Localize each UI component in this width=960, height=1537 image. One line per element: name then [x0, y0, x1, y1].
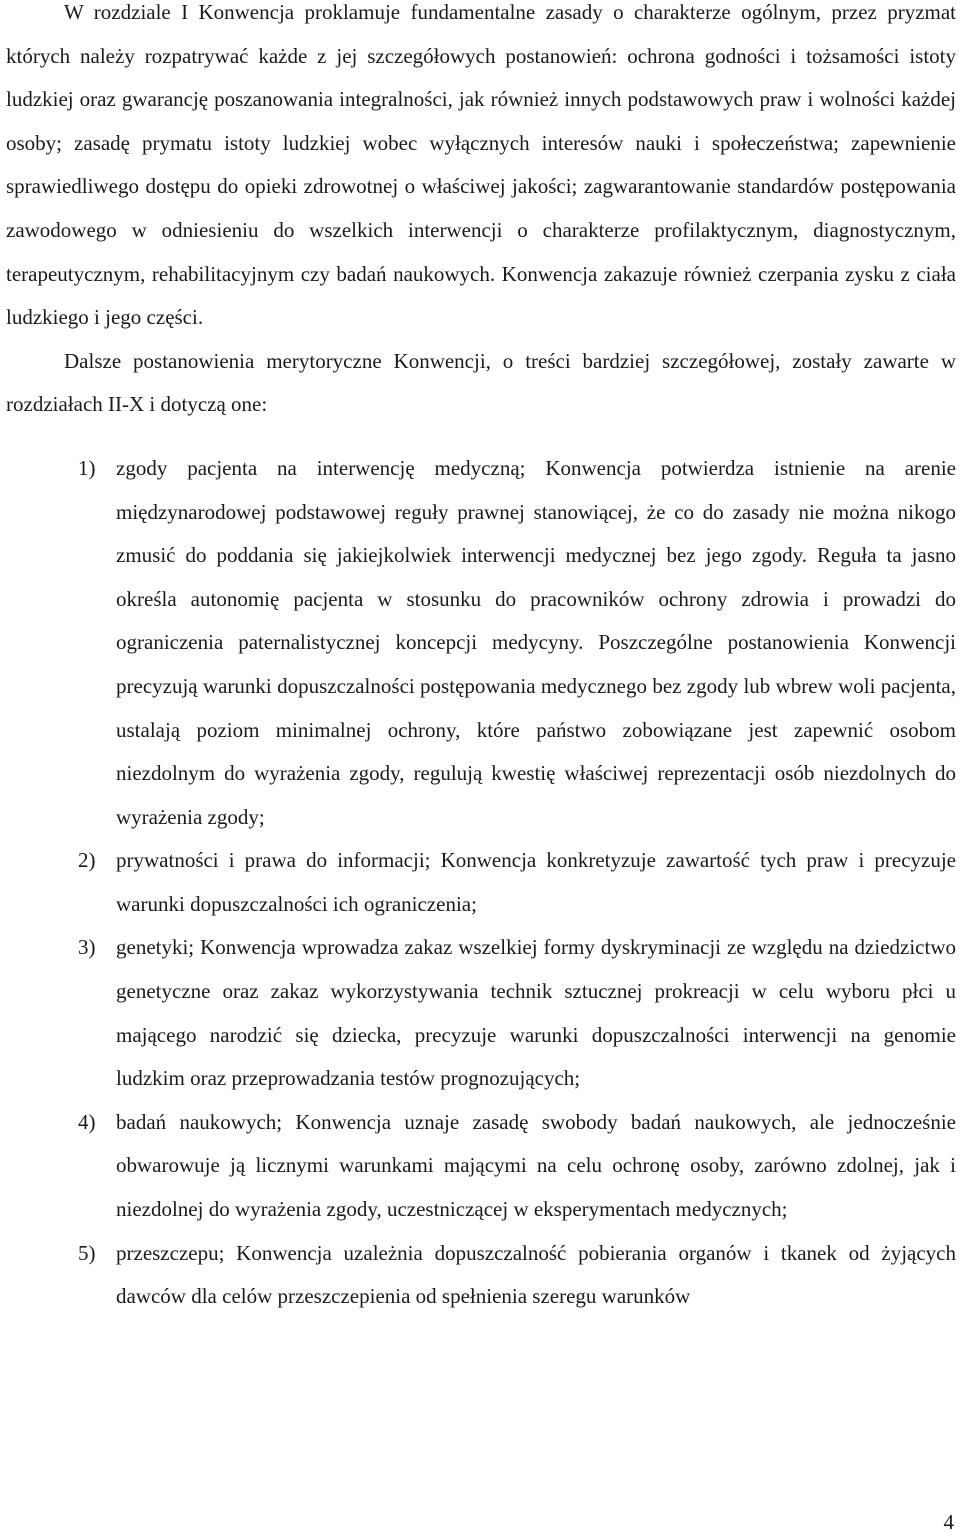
provisions-list — [6, 447, 956, 1319]
list-item-text: badań naukowych; Konwencja uznaje zasadę swobody badań naukowych, ale jednocześnie obwarowuje ją licznymi warunkami mającymi na celu ochronę osoby, zarówno zdolnej, jak i niezdolnej do wyrażenia zgody, uczestniczącej w eksperymentach medycznych; — [116, 1109, 956, 1222]
list-item-number: 5) — [78, 1240, 96, 1265]
list-item — [6, 1101, 956, 1232]
list-item-number: 4) — [78, 1109, 96, 1134]
list-item-text: genetyki; Konwencja wprowadza zakaz wszelkiej formy dyskryminacji ze względu na dziedzictwo genetyczne oraz zakaz wykorzystywania technik sztucznej prokreacji w celu wyboru płci u mającego narodzić się dziecka, precyzuje warunki dopuszczalności interwencji na genomie ludzkim oraz przeprowadzania testów prognozujących; — [116, 935, 956, 1091]
page-number: 4 — [943, 1510, 954, 1534]
list-item-number: 1) — [78, 455, 96, 480]
paragraph-chapter-one: W rozdziale I Konwencja proklamuje fundamentalne zasady o charakterze ogólnym, przez pryzmat których należy rozpatrywać każde z jej szczegółowych postanowień: ochrona godności i tożsamości istoty ludzkiej oraz gwarancję poszanowania integralności, jak również innych podstawowych praw i wolności każdej osoby; zasadę prymatu istoty ludzkiej wobec wyłącznych interesów nauki i społeczeństwa; zapewnienie sprawiedliwego dostępu do opieki zdrowotnej o właściwej jakości; zagwarantowanie standardów postępowania zawodowego w odniesieniu do wszelkich interwencji o charakterze profilaktycznym, diagnostycznym, terapeutycznym, rehabilitacyjnym czy badań naukowych. Konwencja zakazuje również czerpania zysku z ciała ludzkiego i jego części. — [6, 0, 956, 330]
list-item-text: zgody pacjenta na interwencję medyczną; Konwencja potwierdza istnienie na arenie międzynarodowej podstawowej reguły prawnej stanowiącej, że co do zasady nie można nikogo zmusić do poddania się jakiejkolwiek interwencji medycznej bez jego zgody. Reguła ta jasno określa autonomię pacjenta w stosunku do pracowników ochrony zdrowia i prowadzi do ograniczenia paternalistycznej koncepcji medycyny. Poszczególne postanowienia Konwencji precyzują warunki dopuszczalności postępowania medycznego bez zgody lub wbrew woli pacjenta, ustalają poziom minimalnej ochrony, które państwo zobowiązane jest zapewnić osobom niezdolnym do wyrażenia zgody, regulują kwestię właściwej reprezentacji osób niezdolnych do wyrażenia zgody; — [116, 455, 956, 829]
paragraph-further-provisions: Dalsze postanowienia merytoryczne Konwencji, o treści bardziej szczegółowej, zostały zawarte w rozdziałach II-X i dotyczą one: — [6, 348, 956, 417]
list-item — [6, 1232, 956, 1319]
list-item-text: prywatności i prawa do informacji; Konwencja konkretyzuje zawartość tych praw i precyzuje warunki dopuszczalności ich ograniczenia; — [116, 848, 956, 916]
list-item — [6, 447, 956, 839]
list-item-number: 2) — [78, 848, 96, 873]
list-item — [6, 839, 956, 926]
list-item-text: przeszczepu; Konwencja uzależnia dopuszczalność pobierania organów i tkanek od żyjących dawców dla celów przeszczepienia od spełnienia szeregu warunków — [116, 1240, 956, 1309]
document-page — [6, 0, 956, 1319]
list-item — [6, 926, 956, 1100]
list-item-number: 3) — [78, 935, 96, 960]
